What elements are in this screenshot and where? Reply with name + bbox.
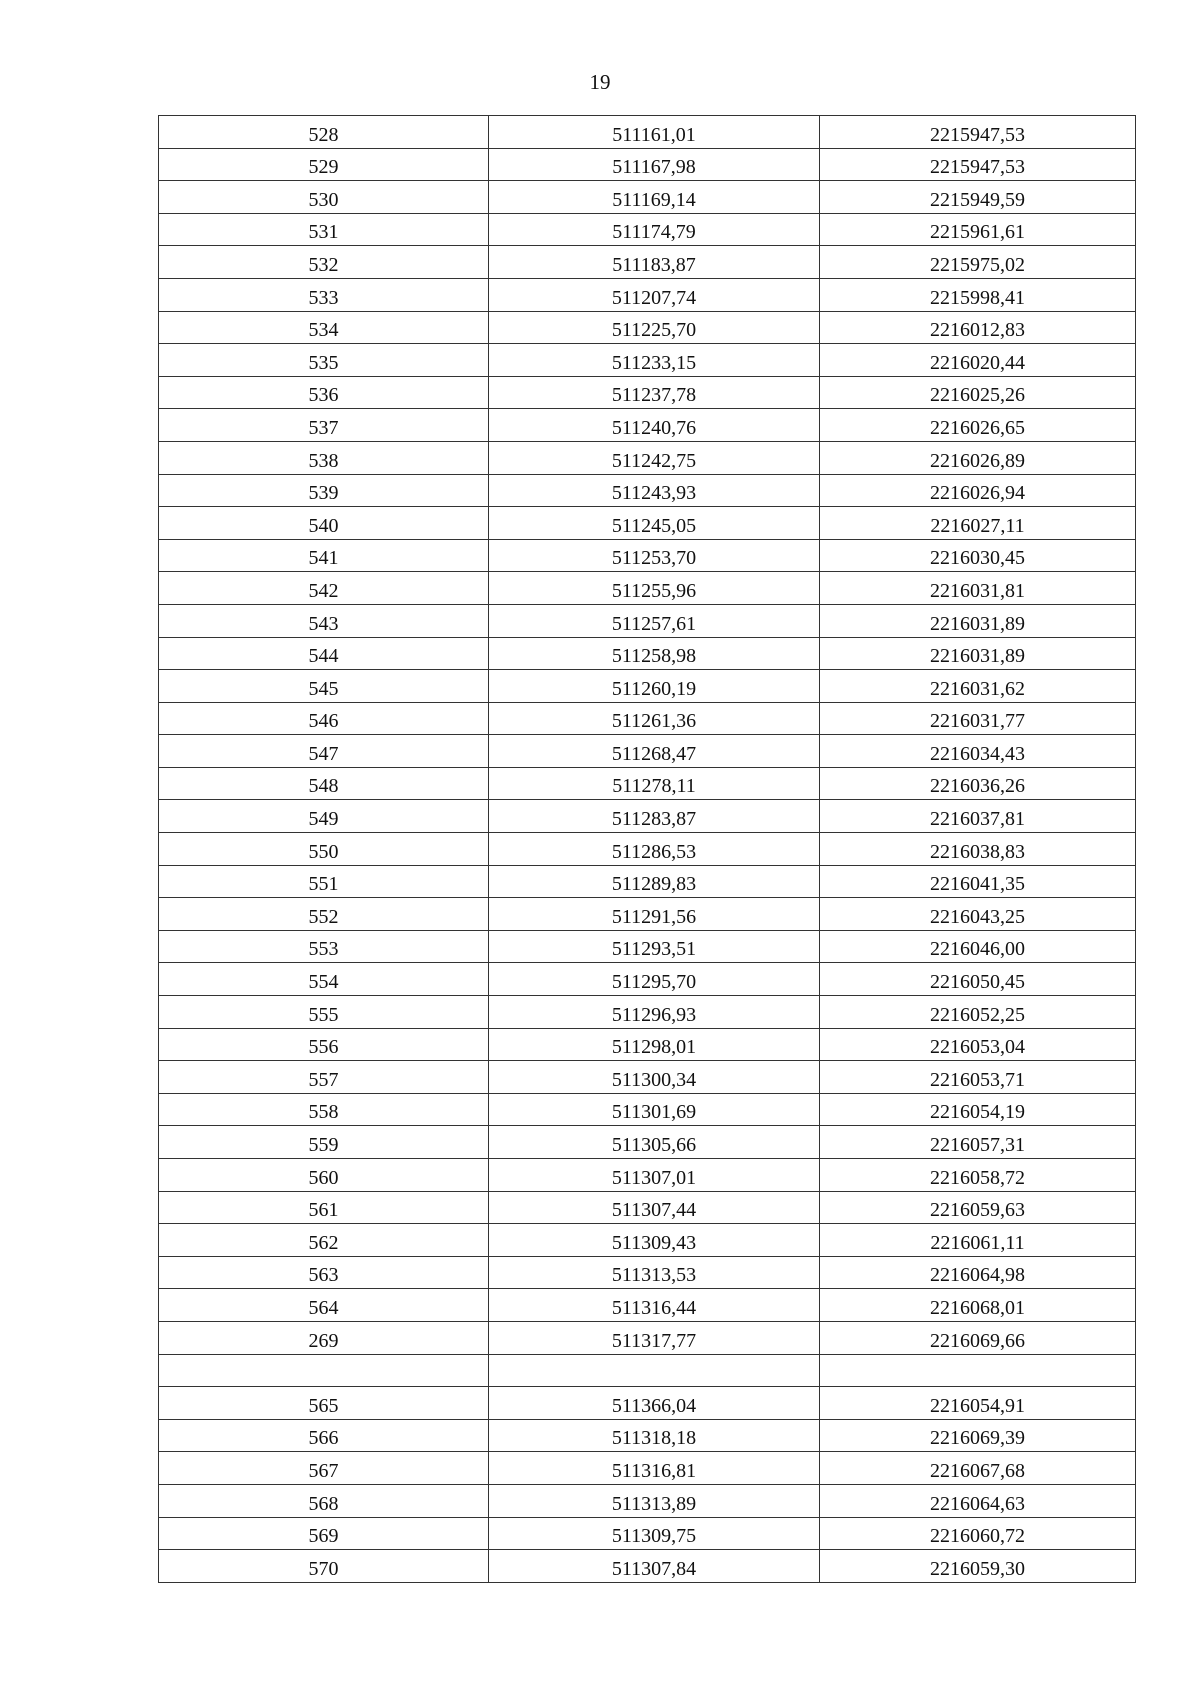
y-coordinate-cell: 2216067,68 <box>820 1452 1136 1485</box>
point-number-cell: 568 <box>159 1484 489 1517</box>
y-coordinate-cell: 2216031,89 <box>820 604 1136 637</box>
point-number-cell: 564 <box>159 1289 489 1322</box>
x-coordinate-cell: 511258,98 <box>489 637 820 670</box>
y-coordinate-cell: 2216031,77 <box>820 702 1136 735</box>
x-coordinate-cell: 511260,19 <box>489 670 820 703</box>
point-number-cell: 547 <box>159 735 489 768</box>
x-coordinate-cell: 511183,87 <box>489 246 820 279</box>
table-row <box>159 1093 1136 1126</box>
point-number-cell: 549 <box>159 800 489 833</box>
table-row <box>159 539 1136 572</box>
point-number-cell: 532 <box>159 246 489 279</box>
x-coordinate-cell: 511313,53 <box>489 1256 820 1289</box>
point-number-cell: 552 <box>159 898 489 931</box>
point-number-cell: 558 <box>159 1093 489 1126</box>
y-coordinate-cell: 2216050,45 <box>820 963 1136 996</box>
table-row <box>159 1028 1136 1061</box>
table-row <box>159 930 1136 963</box>
y-coordinate-cell: 2216041,35 <box>820 865 1136 898</box>
coordinates-table-body <box>159 116 1136 1583</box>
table-row <box>159 833 1136 866</box>
y-coordinate-cell: 2216054,91 <box>820 1387 1136 1420</box>
point-number-cell: 567 <box>159 1452 489 1485</box>
table-row <box>159 311 1136 344</box>
y-coordinate-cell: 2216034,43 <box>820 735 1136 768</box>
table-row <box>159 246 1136 279</box>
table-row <box>159 344 1136 377</box>
table-row <box>159 637 1136 670</box>
x-coordinate-cell: 511313,89 <box>489 1484 820 1517</box>
table-row <box>159 1517 1136 1550</box>
y-coordinate-cell: 2216057,31 <box>820 1126 1136 1159</box>
table-row <box>159 1256 1136 1289</box>
x-coordinate-cell: 511309,75 <box>489 1517 820 1550</box>
table-row <box>159 1061 1136 1094</box>
y-coordinate-cell: 2216060,72 <box>820 1517 1136 1550</box>
point-number-cell: 561 <box>159 1191 489 1224</box>
table-row <box>159 865 1136 898</box>
page-number: 19 <box>589 70 611 94</box>
point-number-cell: 546 <box>159 702 489 735</box>
x-coordinate-cell: 511298,01 <box>489 1028 820 1061</box>
x-coordinate-cell: 511261,36 <box>489 702 820 735</box>
point-number-cell: 538 <box>159 441 489 474</box>
point-number-cell: 559 <box>159 1126 489 1159</box>
table-row <box>159 148 1136 181</box>
x-coordinate-cell: 511316,81 <box>489 1452 820 1485</box>
y-coordinate-cell: 2216026,65 <box>820 409 1136 442</box>
x-coordinate-cell: 511169,14 <box>489 181 820 214</box>
x-coordinate-cell: 511278,11 <box>489 767 820 800</box>
y-coordinate-cell: 2215947,53 <box>820 148 1136 181</box>
table-row <box>159 507 1136 540</box>
x-coordinate-cell: 511268,47 <box>489 735 820 768</box>
y-coordinate-cell: 2216058,72 <box>820 1159 1136 1192</box>
point-number-cell: 551 <box>159 865 489 898</box>
point-number-cell: 550 <box>159 833 489 866</box>
x-coordinate-cell: 511300,34 <box>489 1061 820 1094</box>
point-number-cell: 544 <box>159 637 489 670</box>
y-coordinate-cell: 2215975,02 <box>820 246 1136 279</box>
y-coordinate-cell: 2216026,94 <box>820 474 1136 507</box>
x-coordinate-cell: 511242,75 <box>489 441 820 474</box>
y-coordinate-cell: 2216031,81 <box>820 572 1136 605</box>
point-number-cell: 557 <box>159 1061 489 1094</box>
table-row <box>159 1159 1136 1192</box>
x-coordinate-cell: 511245,05 <box>489 507 820 540</box>
y-coordinate-cell: 2215949,59 <box>820 181 1136 214</box>
y-coordinate-cell: 2216053,71 <box>820 1061 1136 1094</box>
y-coordinate-cell: 2216068,01 <box>820 1289 1136 1322</box>
table-row <box>159 767 1136 800</box>
y-coordinate-cell: 2216036,26 <box>820 767 1136 800</box>
x-coordinate-cell: 511253,70 <box>489 539 820 572</box>
x-coordinate-cell: 511233,15 <box>489 344 820 377</box>
x-coordinate-cell: 511301,69 <box>489 1093 820 1126</box>
y-coordinate-cell: 2216026,89 <box>820 441 1136 474</box>
x-coordinate-cell: 511293,51 <box>489 930 820 963</box>
x-coordinate-cell: 511207,74 <box>489 278 820 311</box>
coordinates-table <box>158 115 1136 1583</box>
table-row <box>159 702 1136 735</box>
point-number-cell: 536 <box>159 376 489 409</box>
table-row <box>159 1126 1136 1159</box>
point-number-cell: 540 <box>159 507 489 540</box>
table-row <box>159 1289 1136 1322</box>
y-coordinate-cell: 2215961,61 <box>820 213 1136 246</box>
x-coordinate-cell: 511240,76 <box>489 409 820 442</box>
point-number-cell: 528 <box>159 116 489 149</box>
point-number-cell: 554 <box>159 963 489 996</box>
y-coordinate-cell: 2216038,83 <box>820 833 1136 866</box>
y-coordinate-cell: 2216054,19 <box>820 1093 1136 1126</box>
y-coordinate-cell: 2216069,39 <box>820 1419 1136 1452</box>
x-coordinate-cell: 511307,44 <box>489 1191 820 1224</box>
point-number-cell: 569 <box>159 1517 489 1550</box>
y-coordinate-cell: 2215998,41 <box>820 278 1136 311</box>
table-row <box>159 181 1136 214</box>
table-row <box>159 1191 1136 1224</box>
x-coordinate-cell: 511225,70 <box>489 311 820 344</box>
point-number-cell: 556 <box>159 1028 489 1061</box>
table-row <box>159 1452 1136 1485</box>
x-coordinate-cell: 511296,93 <box>489 996 820 1029</box>
x-coordinate-cell: 511366,04 <box>489 1387 820 1420</box>
y-coordinate-cell: 2216031,62 <box>820 670 1136 703</box>
x-coordinate-cell: 511286,53 <box>489 833 820 866</box>
x-coordinate-cell: 511255,96 <box>489 572 820 605</box>
x-coordinate-cell: 511309,43 <box>489 1224 820 1257</box>
x-coordinate-cell: 511316,44 <box>489 1289 820 1322</box>
point-number-cell: 565 <box>159 1387 489 1420</box>
y-coordinate-cell: 2216061,11 <box>820 1224 1136 1257</box>
point-number-cell: 541 <box>159 539 489 572</box>
point-number-cell: 533 <box>159 278 489 311</box>
table-row <box>159 1550 1136 1583</box>
table-row <box>159 670 1136 703</box>
point-number-cell: 553 <box>159 930 489 963</box>
point-number-cell: 545 <box>159 670 489 703</box>
point-number-cell: 543 <box>159 604 489 637</box>
x-coordinate-cell: 511243,93 <box>489 474 820 507</box>
table-row <box>159 1419 1136 1452</box>
table-row <box>159 572 1136 605</box>
table-row <box>159 213 1136 246</box>
y-coordinate-cell: 2216043,25 <box>820 898 1136 931</box>
point-number-cell: 562 <box>159 1224 489 1257</box>
table-row <box>159 898 1136 931</box>
x-coordinate-cell: 511307,84 <box>489 1550 820 1583</box>
point-number-cell: 542 <box>159 572 489 605</box>
table-row <box>159 474 1136 507</box>
table-row <box>159 1354 1136 1387</box>
y-coordinate-cell: 2216031,89 <box>820 637 1136 670</box>
y-coordinate-cell: 2216027,11 <box>820 507 1136 540</box>
y-coordinate-cell: 2216052,25 <box>820 996 1136 1029</box>
y-coordinate-cell: 2216053,04 <box>820 1028 1136 1061</box>
table-row <box>159 604 1136 637</box>
x-coordinate-cell: 511307,01 <box>489 1159 820 1192</box>
y-coordinate-cell: 2216030,45 <box>820 539 1136 572</box>
point-number-cell: 269 <box>159 1321 489 1354</box>
point-number-cell: 555 <box>159 996 489 1029</box>
x-coordinate-cell: 511317,77 <box>489 1321 820 1354</box>
point-number-cell: 560 <box>159 1159 489 1192</box>
y-coordinate-cell: 2216059,30 <box>820 1550 1136 1583</box>
x-coordinate-cell: 511291,56 <box>489 898 820 931</box>
point-number-cell: 534 <box>159 311 489 344</box>
point-number-cell: 537 <box>159 409 489 442</box>
point-number-cell: 548 <box>159 767 489 800</box>
table-row <box>159 1387 1136 1420</box>
x-coordinate-cell: 511257,61 <box>489 604 820 637</box>
point-number-cell <box>159 1354 489 1387</box>
table-row <box>159 116 1136 149</box>
point-number-cell: 529 <box>159 148 489 181</box>
table-row <box>159 278 1136 311</box>
x-coordinate-cell: 511305,66 <box>489 1126 820 1159</box>
y-coordinate-cell: 2216020,44 <box>820 344 1136 377</box>
table-row <box>159 800 1136 833</box>
x-coordinate-cell: 511295,70 <box>489 963 820 996</box>
y-coordinate-cell: 2216012,83 <box>820 311 1136 344</box>
y-coordinate-cell: 2215947,53 <box>820 116 1136 149</box>
table-row <box>159 1224 1136 1257</box>
table-row <box>159 963 1136 996</box>
x-coordinate-cell: 511289,83 <box>489 865 820 898</box>
table-row <box>159 1321 1136 1354</box>
point-number-cell: 531 <box>159 213 489 246</box>
x-coordinate-cell: 511318,18 <box>489 1419 820 1452</box>
point-number-cell: 539 <box>159 474 489 507</box>
table-row <box>159 735 1136 768</box>
x-coordinate-cell: 511237,78 <box>489 376 820 409</box>
x-coordinate-cell: 511174,79 <box>489 213 820 246</box>
point-number-cell: 570 <box>159 1550 489 1583</box>
point-number-cell: 530 <box>159 181 489 214</box>
x-coordinate-cell: 511167,98 <box>489 148 820 181</box>
y-coordinate-cell: 2216064,63 <box>820 1484 1136 1517</box>
point-number-cell: 566 <box>159 1419 489 1452</box>
y-coordinate-cell: 2216059,63 <box>820 1191 1136 1224</box>
y-coordinate-cell: 2216064,98 <box>820 1256 1136 1289</box>
table-row <box>159 1484 1136 1517</box>
table-row <box>159 441 1136 474</box>
point-number-cell: 563 <box>159 1256 489 1289</box>
y-coordinate-cell <box>820 1354 1136 1387</box>
y-coordinate-cell: 2216046,00 <box>820 930 1136 963</box>
table-row <box>159 376 1136 409</box>
table-row <box>159 409 1136 442</box>
table-row <box>159 996 1136 1029</box>
y-coordinate-cell: 2216037,81 <box>820 800 1136 833</box>
y-coordinate-cell: 2216069,66 <box>820 1321 1136 1354</box>
point-number-cell: 535 <box>159 344 489 377</box>
y-coordinate-cell: 2216025,26 <box>820 376 1136 409</box>
x-coordinate-cell: 511283,87 <box>489 800 820 833</box>
x-coordinate-cell: 511161,01 <box>489 116 820 149</box>
x-coordinate-cell <box>489 1354 820 1387</box>
